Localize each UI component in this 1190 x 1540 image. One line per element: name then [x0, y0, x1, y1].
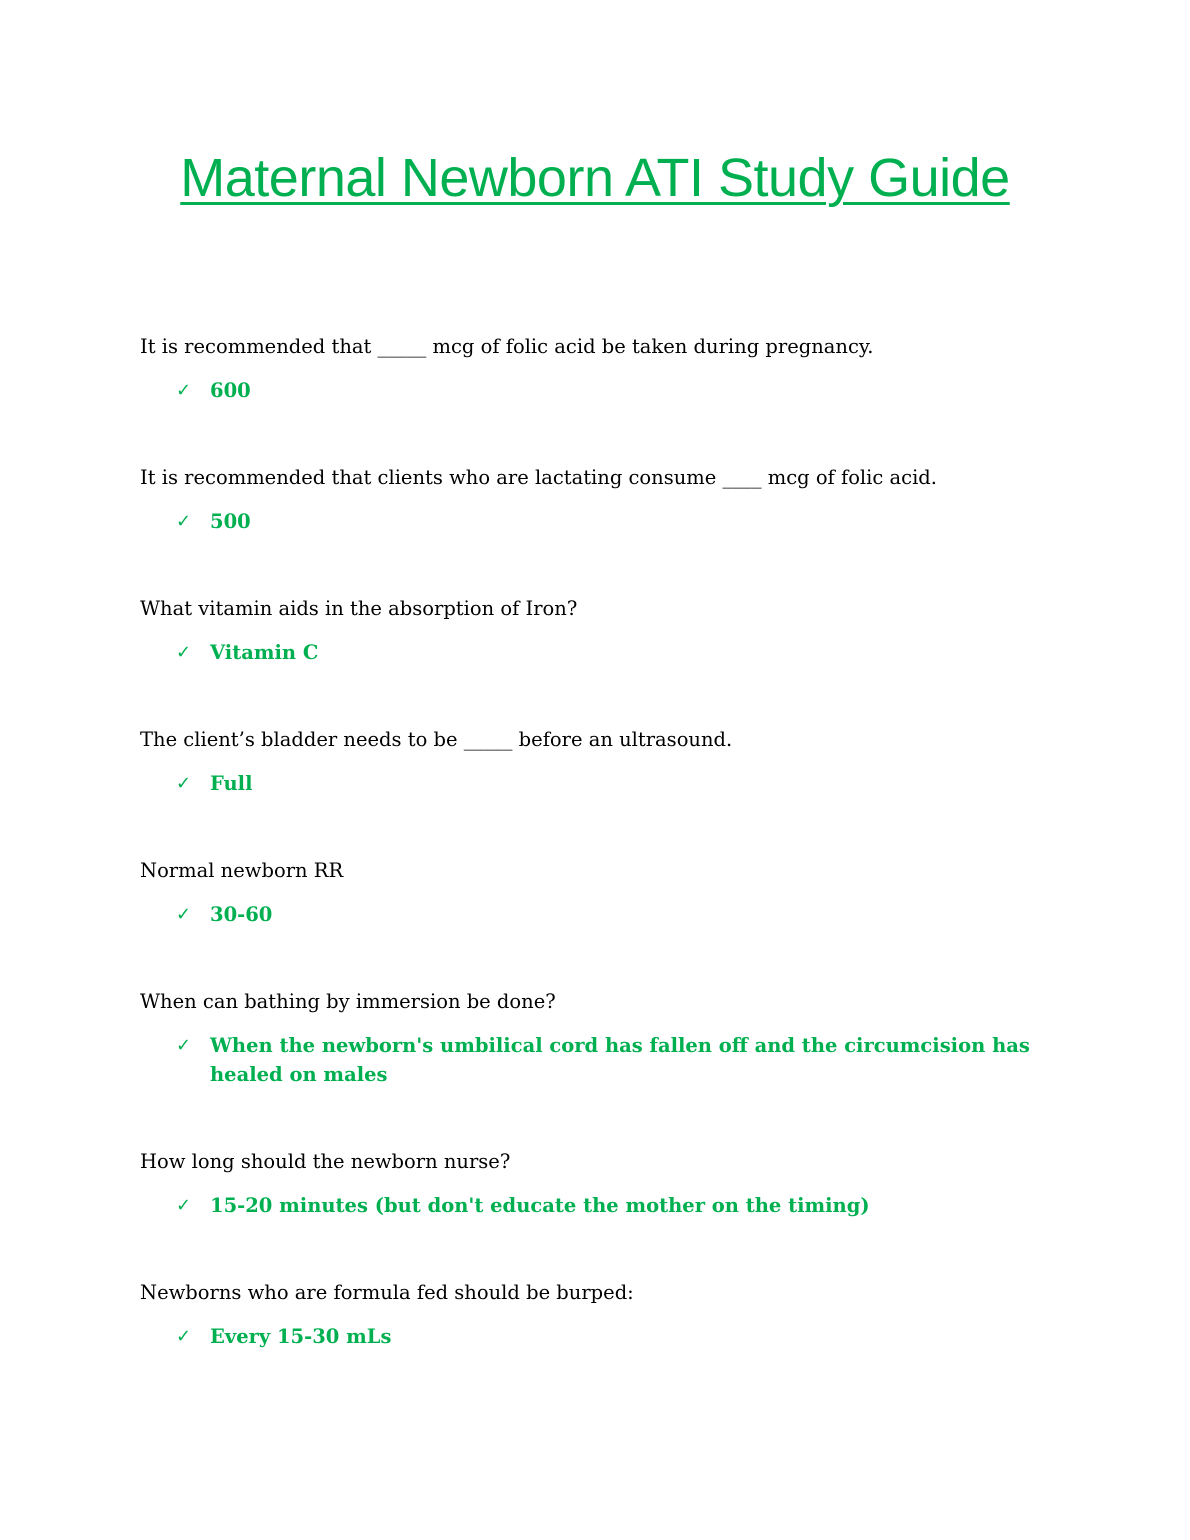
- answer-row: [176, 507, 1040, 537]
- qa-item: [140, 1147, 1040, 1221]
- answer-text: 15-20 minutes (but don't educate the mother on the timing): [210, 1194, 870, 1217]
- check-mark-icon: ✓: [176, 1035, 192, 1056]
- qa-item: [140, 463, 1040, 537]
- answer-text: 600: [210, 379, 251, 402]
- qa-item: [140, 725, 1040, 799]
- check-mark-icon: ✓: [176, 511, 192, 532]
- answer-row: [176, 900, 1040, 930]
- check-mark-icon: ✓: [176, 904, 192, 925]
- qa-item: [140, 594, 1040, 668]
- answer-row: [176, 1191, 1040, 1221]
- check-mark-icon: ✓: [176, 1326, 192, 1347]
- page-title: Maternal Newborn ATI Study Guide: [180, 148, 1010, 208]
- question-text: The client’s bladder needs to be _____ before an ultrasound.: [140, 728, 733, 751]
- answer-text: Full: [210, 772, 253, 795]
- answer-text: 500: [210, 510, 251, 533]
- check-mark-icon: ✓: [176, 380, 192, 401]
- qa-item: [140, 332, 1040, 406]
- answer-text: When the newborn's umbilical cord has fallen off and the circumcision has healed on males: [210, 1034, 1030, 1086]
- qa-item: [140, 987, 1040, 1089]
- question-text: What vitamin aids in the absorption of Iron?: [140, 597, 578, 620]
- question-text: How long should the newborn nurse?: [140, 1150, 511, 1173]
- qa-item: [140, 856, 1040, 930]
- qa-item: [140, 1278, 1040, 1352]
- check-mark-icon: ✓: [176, 773, 192, 794]
- check-mark-icon: ✓: [176, 1195, 192, 1216]
- answer-row: [176, 1031, 1040, 1089]
- answer-row: [176, 1322, 1040, 1352]
- check-mark-icon: ✓: [176, 642, 192, 663]
- question-text: It is recommended that clients who are lactating consume ____ mcg of folic acid.: [140, 466, 937, 489]
- answer-row: [176, 769, 1040, 799]
- answer-row: [176, 376, 1040, 406]
- question-text: It is recommended that _____ mcg of folic acid be taken during pregnancy.: [140, 335, 874, 358]
- answer-text: Vitamin C: [210, 641, 319, 664]
- answer-text: 30-60: [210, 903, 273, 926]
- question-text: When can bathing by immersion be done?: [140, 990, 556, 1013]
- question-text: Newborns who are formula fed should be burped:: [140, 1281, 634, 1304]
- question-text: Normal newborn RR: [140, 859, 344, 882]
- answer-text: Every 15-30 mLs: [210, 1325, 392, 1348]
- answer-row: [176, 638, 1040, 668]
